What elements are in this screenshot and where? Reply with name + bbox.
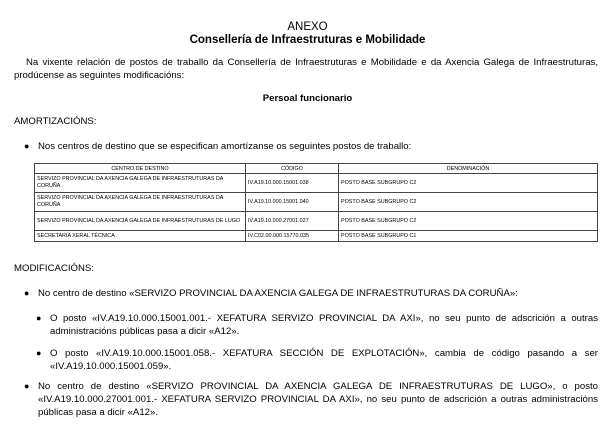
amort-bullet: Nos centros de destino que se especifican amortízanse os seguintes postos de traballo:: [38, 141, 412, 152]
doc-title: ANEXO: [287, 21, 328, 33]
cell-codigo: IV.C02.00.000.15770.035: [246, 231, 339, 242]
col-header-codigo: CÓDIGO: [246, 164, 339, 174]
doc-subtitle: Consellería de Infraestruturas e Mobilidade: [189, 34, 426, 46]
cell-centro: SERVIZO PROVINCIAL DA AXENCIA GALEGA DE INFRAESTRUTURAS DA CORUÑA: [35, 193, 246, 212]
bullet-icon: ●: [24, 288, 30, 298]
table-row: [35, 231, 598, 242]
intro-paragraph: [14, 56, 598, 82]
cell-denominacion: POSTO BASE SUBGRUPO C2: [339, 193, 598, 212]
cell-codigo: IV.A19.10.000.15001.038: [246, 174, 339, 193]
col-header-centro: CENTRO DE DESTINO: [35, 164, 246, 174]
amortizacions-heading: AMORTIZACIÓNS:: [14, 116, 97, 127]
cell-denominacion: POSTO BASE SUBGRUPO C2: [339, 174, 598, 193]
table-row: [35, 174, 598, 193]
mod-bullet-lugo: No centro de destino «SERVIZO PROVINCIAL DA AXENCIA GALEGA DE INFRAESTRUTURAS DE LUGO», o posto «IV.A19.10.000.27001.001.- XEFATURA SERVIZO PROVINCIAL DA AXI», no seu punto de adscrición a outras administracións públicas pasa a dicir «A12».: [38, 381, 598, 418]
bullet-icon: ●: [24, 141, 30, 151]
modificacions-heading: MODIFICACIÓNS:: [14, 263, 94, 274]
mod-subitem-1: O posto «IV.A19.10.000.15001.001.- XEFATURA SERVIZO PROVINCIAL DA AXI», no seu punto de adscrición a outras administracións públicas pasa a dicir «A12».: [50, 313, 598, 337]
cell-centro: SECRETARÍA XERAL TÉCNICA: [35, 231, 246, 242]
cell-centro: SERVIZO PROVINCIAL DA AXENCIA GALEGA DE INFRAESTRUTURAS DE LUGO: [35, 212, 246, 231]
table-row: [35, 193, 598, 212]
mod-bullet-coruna: No centro de destino «SERVIZO PROVINCIAL DA AXENCIA GALEGA DE INFRAESTRUTURAS DA CORUÑA»:: [38, 288, 518, 299]
cell-denominacion: POSTO BASE SUBGRUPO C1: [339, 231, 598, 242]
cell-codigo: IV.A19.10.000.27001.027: [246, 212, 339, 231]
intro-text: Na vixente relación de postos de traballo da Consellería de Infraestruturas e Mobilidade e da Axencia Galega de Infraestruturas, prodúcense as seguintes modificacións:: [14, 57, 598, 81]
cell-centro: SERVIZO PROVINCIAL DA AXENCIA GALEGA DE INFRAESTRUTURAS DA CORUÑA: [35, 174, 246, 193]
col-header-denominacion: DENOMINACIÓN: [339, 164, 598, 174]
mod-subitem-2: O posto «IV.A19.10.000.15001.058.- XEFATURA SECCIÓN DE EXPLOTACIÓN», cambia de código pasando a ser «IV.A19.10.000.15001.059».: [50, 348, 598, 372]
cell-denominacion: POSTO BASE SUBGRUPO C2: [339, 212, 598, 231]
bullet-icon: ●: [24, 381, 30, 391]
bullet-icon: ●: [36, 313, 42, 323]
cell-codigo: IV.A19.10.000.15001.040: [246, 193, 339, 212]
positions-table: [34, 163, 598, 242]
table-header-row: [35, 164, 598, 174]
section-title: Persoal funcionario: [262, 93, 353, 104]
bullet-icon: ●: [36, 348, 42, 358]
table-row: [35, 212, 598, 231]
